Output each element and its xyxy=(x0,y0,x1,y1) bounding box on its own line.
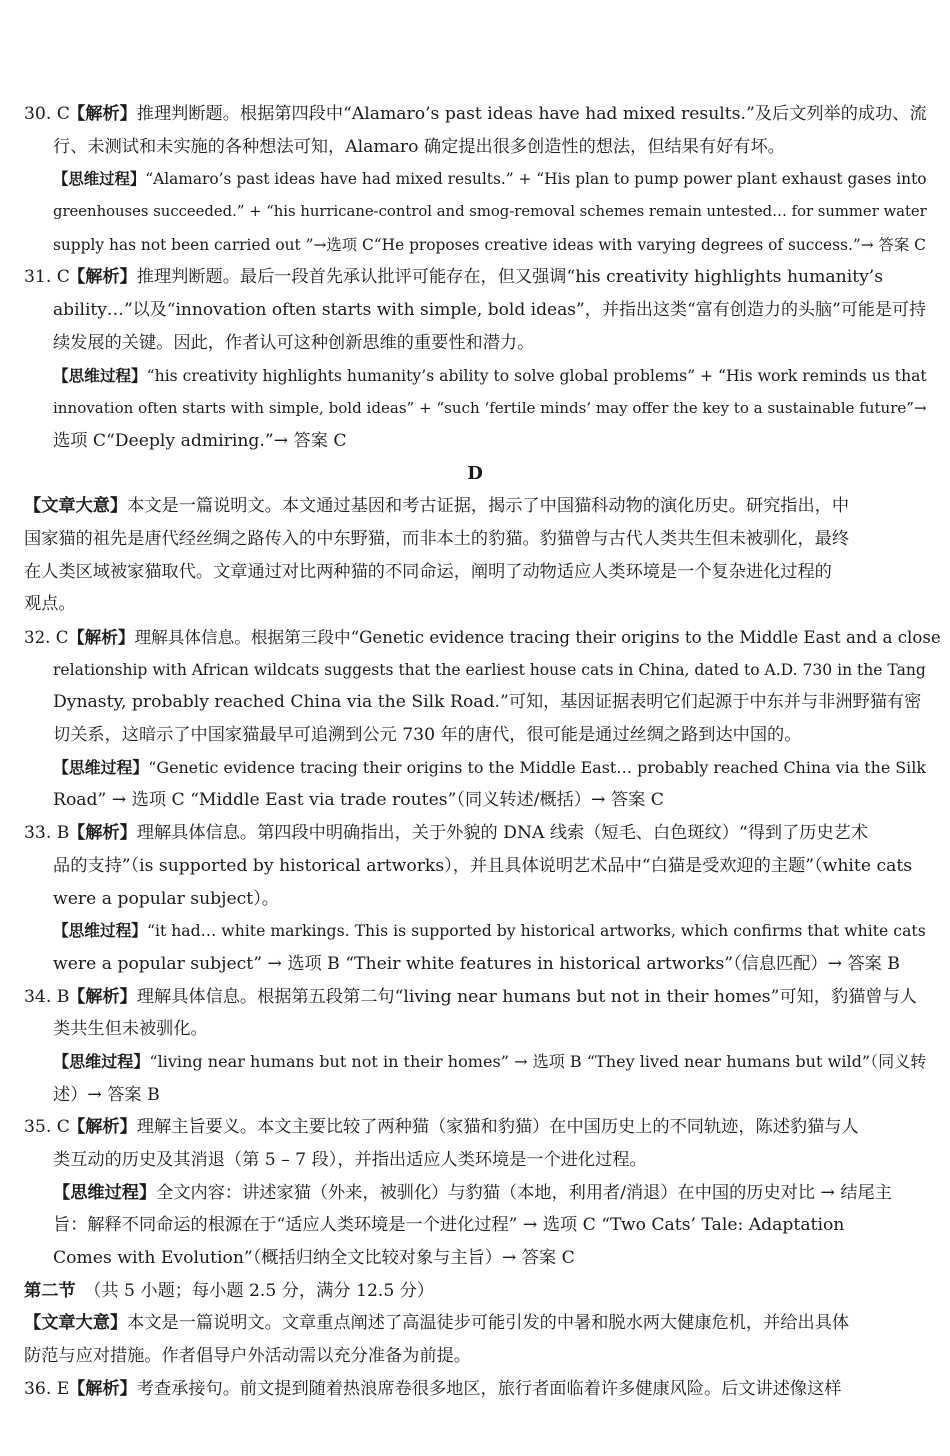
text-line xyxy=(0,621,950,654)
line-text: 在人类区域被家猫取代。文章通过对比两种猫的不同命运，阐明了动物适应人类环境是一个复杂进化过程的 xyxy=(24,561,832,582)
text-line xyxy=(0,1307,950,1340)
line-text: 全文内容：讲述家猫（外来，被驯化）与豹猫（本地，利用者/消退）在中国的历史对比 → 结尾主 xyxy=(156,1182,892,1203)
line-text: 本文是一篇说明文。文章重点阐述了高温徒步可能引发的中暑和脱水两大健康危机，并给出具体 xyxy=(127,1313,850,1334)
section-label: 【解析】 xyxy=(68,986,137,1007)
line-text: 行、未测试和未实施的各种想法可知，Alamaro 确定提出很多创造性的想法，但结果有好有坏。 xyxy=(53,136,785,157)
text-line xyxy=(0,196,950,229)
line-text: supply has not been carried out ”→选项 C“He proposes creative ideas with varying degrees of success.”→ 答案 C xyxy=(53,235,926,254)
text-line xyxy=(0,523,950,556)
question-number: 33. B xyxy=(24,823,70,844)
line-text: ability…”以及“innovation often starts with simple, bold ideas”，并指出这类“富有创造力的头脑”可能是可持 xyxy=(53,300,927,321)
text-line xyxy=(0,1111,950,1144)
line-text: 本文是一篇说明文。本文通过基因和考古证据，揭示了中国猫科动物的演化历史。研究指出，中 xyxy=(127,496,850,517)
line-text: 述）→ 答案 B xyxy=(53,1084,160,1105)
text-line xyxy=(0,1013,950,1046)
text-line xyxy=(0,1242,950,1275)
line-text: （共 5 小题；每小题 2.5 分，满分 12.5 分） xyxy=(75,1280,435,1301)
section-label: 【文章大意】 xyxy=(24,496,128,517)
section-label: 第二节 xyxy=(24,1280,76,1301)
line-text: 理解具体信息。根据第三段中“Genetic evidence tracing their origins to the Middle East and a close xyxy=(134,628,941,647)
section-label: 【解析】 xyxy=(68,1378,137,1399)
section-label: 【解析】 xyxy=(68,1117,137,1138)
line-text: greenhouses succeeded.” + “his hurricane-control and smog-removal schemes remain untested… for summer water xyxy=(53,203,927,221)
text-line xyxy=(0,686,950,719)
text-line xyxy=(0,261,950,294)
section-label: 【思维过程】 xyxy=(53,170,146,189)
text-line xyxy=(0,425,950,458)
line-text: 观点。 xyxy=(24,594,76,615)
section-label: 【思维过程】 xyxy=(53,757,149,777)
section-label: 【解析】 xyxy=(68,627,135,647)
line-text: 续发展的关键。因此，作者认可这种创新思维的重要性和潜力。 xyxy=(53,332,535,353)
text-line xyxy=(0,1046,950,1079)
line-text: 理解具体信息。根据第五段第二句“living near humans but not in their homes”可知，豹猫曾与人 xyxy=(136,986,917,1007)
line-text: “living near humans but not in their homes” → 选项 B “They lived near humans but wild”（同义转 xyxy=(149,1051,927,1071)
text-line xyxy=(0,1079,950,1112)
text-line xyxy=(0,817,950,850)
section-label: 【解析】 xyxy=(68,104,137,124)
line-text: “his creativity highlights humanity’s ability to solve global problems” + “His work reminds us that xyxy=(146,366,927,385)
line-text: 切关系，这暗示了中国家猫最早可追溯到公元 730 年的唐代，很可能是通过丝绸之路到达中国的。 xyxy=(53,725,802,746)
text-line xyxy=(0,1209,950,1242)
text-line xyxy=(0,98,950,131)
section-label: 【解析】 xyxy=(68,267,137,288)
line-text: innovation often starts with simple, bold ideas” + “such ‘fertile minds’ may offer the key to a sustainable future”→ xyxy=(53,399,927,418)
text-line xyxy=(0,327,950,360)
text-line xyxy=(0,719,950,752)
line-text: Road” → 选项 C “Middle East via trade routes”（同义转述/概括）→ 答案 C xyxy=(53,790,664,811)
line-text: 防范与应对措施。作者倡导户外活动需以充分准备为前提。 xyxy=(24,1346,471,1367)
text-line xyxy=(0,752,950,785)
text-line xyxy=(0,654,950,687)
line-text: relationship with African wildcats suggests that the earliest house cats in China, dated to A.D. 730 in the Tang xyxy=(53,660,926,679)
question-number: 30. C xyxy=(24,104,70,124)
line-text: 推理判断题。根据第四段中“Alamaro’s past ideas have had mixed results.”及后文列举的成功、流 xyxy=(136,104,927,124)
question-number: 34. B xyxy=(24,986,70,1007)
line-text: 类互动的历史及其消退（第 5 – 7 段），并指出适应人类环境是一个进化过程。 xyxy=(53,1150,647,1170)
question-number: 32. C xyxy=(24,628,69,647)
line-text: 旨：解释不同命运的根源在于“适应人类环境是一个进化过程” → 选项 C “Two Cats’ Tale: Adaptation xyxy=(53,1215,845,1236)
section-label: 【思维过程】 xyxy=(53,1182,157,1203)
text-line xyxy=(0,360,950,393)
section-label: 【思维过程】 xyxy=(53,365,147,385)
text-line xyxy=(0,1373,950,1406)
line-text: D xyxy=(467,462,483,484)
line-text: 国家猫的祖先是唐代经丝绸之路传入的中东野猫，而非本土的豹猫。豹猫曾与古代人类共生但未被驯化，最终 xyxy=(24,528,850,549)
text-line xyxy=(0,850,950,883)
text-line xyxy=(0,1177,950,1210)
text-line xyxy=(0,556,950,589)
text-line xyxy=(0,458,950,491)
line-text: 理解具体信息。第四段中明确指出，关于外貌的 DNA 线索（短毛、白色斑纹）“得到了历史艺术 xyxy=(136,823,869,844)
line-text: Dynasty, probably reached China via the Silk Road.”可知，基因证据表明它们起源于中东并与非洲野猫有密 xyxy=(53,692,922,713)
text-line xyxy=(0,981,950,1014)
text-line xyxy=(0,784,950,817)
section-label: 【思维过程】 xyxy=(53,1051,150,1071)
question-number: 35. C xyxy=(24,1117,70,1138)
text-line xyxy=(0,915,950,948)
line-text: 理解主旨要义。本文主要比较了两种猫（家猫和豹猫）在中国历史上的不同轨迹，陈述豹猫与人 xyxy=(136,1117,859,1138)
text-line xyxy=(0,883,950,916)
text-line xyxy=(0,131,950,164)
text-line xyxy=(0,1144,950,1177)
text-line xyxy=(0,392,950,425)
section-label: 【解析】 xyxy=(68,823,137,844)
text-line xyxy=(0,294,950,327)
text-line xyxy=(0,163,950,196)
line-text: “it had… white markings. This is supported by historical artworks, which confirms that white cats xyxy=(146,921,926,941)
line-text: 品的支持”（is supported by historical artworks），并且具体说明艺术品中“白猫是受欢迎的主题”（white cats xyxy=(53,855,913,876)
text-line xyxy=(0,490,950,523)
line-text: Comes with Evolution”（概括归纳全文比较对象与主旨）→ 答案 C xyxy=(53,1248,575,1269)
line-text: 推理判断题。最后一段首先承认批评可能存在，但又强调“his creativity highlights humanity’s xyxy=(136,267,884,288)
question-number: 36. E xyxy=(24,1378,70,1399)
text-line xyxy=(0,588,950,621)
text-line xyxy=(0,1275,950,1308)
line-text: “Genetic evidence tracing their origins to the Middle East… probably reached China via the Silk xyxy=(148,757,926,777)
section-label: 【思维过程】 xyxy=(53,921,147,941)
line-text: were a popular subject” → 选项 B “Their white features in historical artworks”（信息匹配）→ 答案 B xyxy=(53,953,900,974)
line-text: were a popular subject）。 xyxy=(53,888,279,909)
question-number: 31. C xyxy=(24,267,70,288)
text-line xyxy=(0,1340,950,1373)
text-line xyxy=(0,948,950,981)
line-text: 类共生但未被驯化。 xyxy=(53,1019,208,1040)
line-text: 考查承接句。前文提到随着热浪席卷很多地区，旅行者面临着许多健康风险。后文讲述像这样 xyxy=(136,1378,842,1399)
section-label: 【文章大意】 xyxy=(24,1313,128,1334)
text-line xyxy=(0,229,950,262)
line-text: 选项 C“Deeply admiring.”→ 答案 C xyxy=(53,430,347,451)
line-text: “Alamaro’s past ideas have had mixed results.” + “His plan to pump power plant exhaust gases into xyxy=(145,170,927,189)
